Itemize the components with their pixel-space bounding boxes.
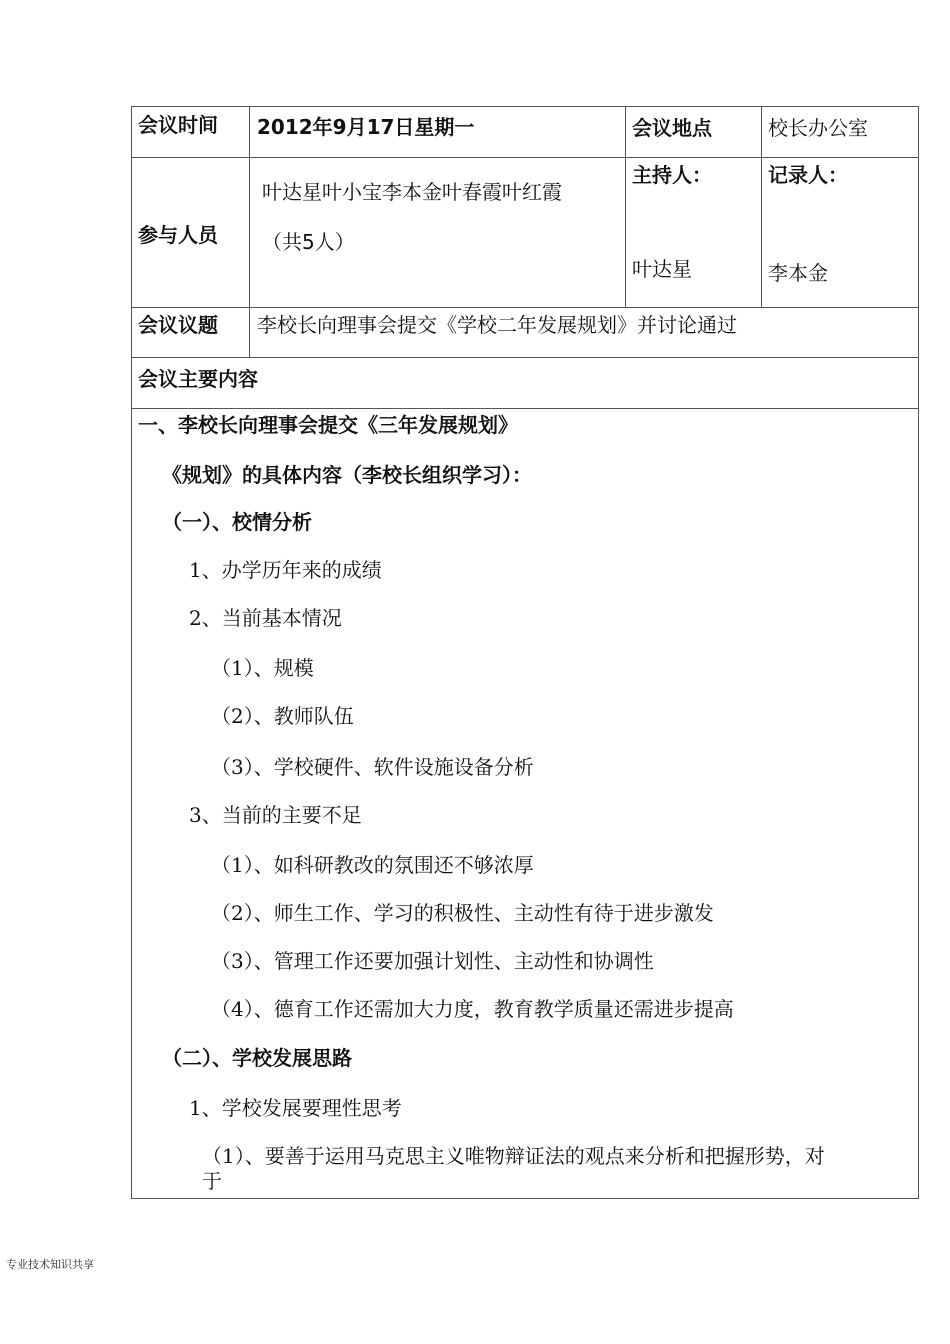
column-divider	[625, 107, 626, 307]
time-label: 会议时间	[138, 113, 218, 137]
attendees-count: （共5人）	[262, 230, 355, 254]
list-item: （2）、师生工作、学习的积极性、主动性有待于进步激发	[211, 901, 714, 925]
row-divider	[132, 408, 918, 409]
meeting-record-table	[131, 106, 919, 1199]
list-item: （1）、规模	[211, 656, 314, 680]
topic-label: 会议议题	[138, 313, 218, 337]
column-divider	[249, 107, 250, 307]
list-item: （3）、学校硬件、软件设施设备分析	[211, 755, 534, 779]
list-item-continuation: 于	[202, 1169, 222, 1193]
page-footer: 专业技术知识共享	[6, 1258, 94, 1271]
location-label: 会议地点	[632, 116, 712, 140]
attendees-names: 叶达星叶小宝李本金叶春霞叶红霞	[262, 180, 562, 204]
list-item: （1）、要善于运用马克思主义唯物辩证法的观点来分析和把握形势，对	[202, 1144, 825, 1168]
column-divider	[249, 307, 250, 357]
list-item: （4）、德育工作还需加大力度，教育教学质量还需进步提高	[211, 997, 734, 1021]
row-divider	[132, 357, 918, 358]
attendees-label: 参与人员	[138, 223, 218, 247]
section-heading: 一、李校长向理事会提交《三年发展规划》	[138, 413, 518, 437]
list-item: 1、办学历年来的成绩	[189, 558, 382, 582]
list-item: 3、当前的主要不足	[189, 803, 362, 827]
time-value: 2012年9月17日星期一	[257, 115, 475, 139]
host-label: 主持人：	[632, 163, 712, 187]
list-item: （2）、教师队伍	[211, 704, 354, 728]
list-item: （3）、管理工作还要加强计划性、主动性和协调性	[211, 949, 654, 973]
list-item: 1、学校发展要理性思考	[189, 1096, 402, 1120]
column-divider	[761, 107, 762, 307]
topic-value: 李校长向理事会提交《学校二年发展规划》并讨论通过	[257, 313, 737, 337]
plan-intro: 《规划》的具体内容（李校长组织学习）：	[162, 463, 532, 487]
content-label: 会议主要内容	[138, 367, 258, 391]
list-item: 2、当前基本情况	[189, 606, 342, 630]
host-value: 叶达星	[632, 257, 692, 281]
recorder-value: 李本金	[768, 261, 828, 285]
part-heading: （一）、校情分析	[162, 510, 312, 534]
recorder-label: 记录人：	[768, 163, 848, 187]
location-value: 校长办公室	[768, 116, 868, 140]
part-heading: （二）、学校发展思路	[162, 1046, 352, 1070]
list-item: （1）、如科研教改的氛围还不够浓厚	[211, 853, 534, 877]
